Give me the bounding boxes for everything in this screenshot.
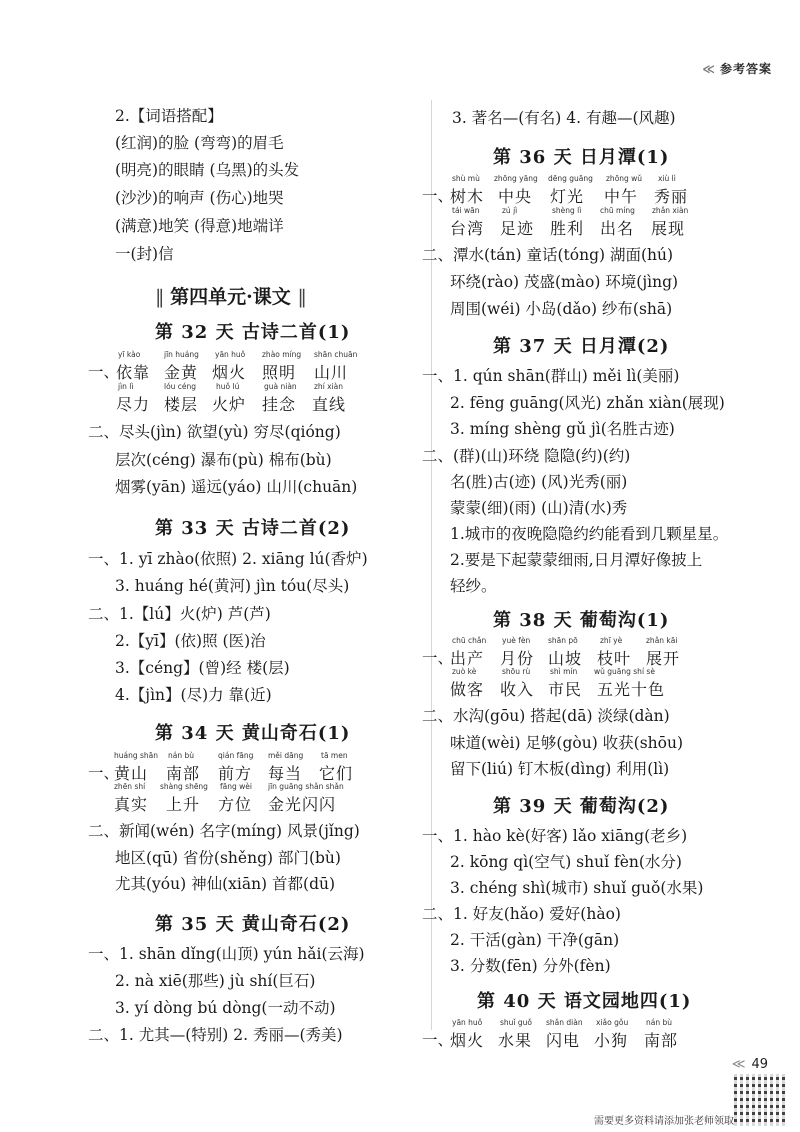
page-number-arrows: ≪ xyxy=(731,1057,746,1072)
word: 直线 xyxy=(312,395,347,414)
pinyin: xiù lì xyxy=(658,174,676,183)
word: 树木 xyxy=(450,187,485,206)
pinyin: chū chǎn xyxy=(452,636,487,645)
pinyin: nán bù xyxy=(168,751,195,760)
pinyin: jīn guāng shǎn shǎn xyxy=(268,782,344,791)
word: 黄山 xyxy=(114,764,149,783)
unit-title xyxy=(155,282,306,309)
day-32-line-5: 烟雾(yān) 遥远(yáo) 山川(chuān) xyxy=(115,478,358,496)
pinyin: tā men xyxy=(321,751,348,760)
pinyin: dēng guāng xyxy=(548,174,593,183)
page-header xyxy=(702,60,772,77)
day-37-line-3: 3. míng shèng gǔ jì(名胜古迹) xyxy=(450,420,675,438)
pinyin: shān chuān xyxy=(314,350,358,359)
qr-code-pattern xyxy=(734,1074,786,1126)
page-number xyxy=(732,1057,768,1072)
left-line-5: (满意)地笑 (得意)地端详 xyxy=(115,217,284,235)
word: 南部 xyxy=(166,764,201,783)
day-32-part-one-label: 一、 xyxy=(88,363,120,381)
page-number-value: 49 xyxy=(751,1057,768,1072)
pinyin: huǒ lú xyxy=(216,382,240,391)
word: 水果 xyxy=(498,1031,533,1050)
word: 市民 xyxy=(548,680,583,699)
pinyin: jīn huáng xyxy=(164,350,199,359)
pinyin: yān huǒ xyxy=(452,1018,483,1027)
word: 烟火 xyxy=(212,363,247,382)
day-33-line-5: 3.【céng】(曾)经 楼(层) xyxy=(115,659,290,677)
day-35-line-1: 一、1. shān dǐng(山顶) yún hǎi(云海) xyxy=(88,945,365,963)
day-35-line-4: 二、1. 尤其—(特别) 2. 秀丽—(秀美) xyxy=(88,1026,343,1044)
day-39-line-2: 2. kōng qì(空气) shuǐ fèn(水分) xyxy=(450,853,682,871)
pinyin: zhōng wǔ xyxy=(606,174,643,183)
day-39-heading: 第 39 天 葡萄沟(2) xyxy=(493,796,670,817)
day-33-line-3: 二、1.【lú】火(炉) 芦(芦) xyxy=(88,605,271,623)
word: 尽力 xyxy=(116,395,151,414)
day-36-line-5: 周围(wéi) 小岛(dǎo) 纱布(shā) xyxy=(450,300,673,318)
pinyin: zhǎn xiàn xyxy=(652,206,689,215)
unit-title-text: 第四单元·课文 xyxy=(170,286,291,308)
day-34-heading: 第 34 天 黄山奇石(1) xyxy=(155,723,351,744)
pinyin: lóu céng xyxy=(164,382,197,391)
right-line-1: 3. 著名—(有名) 4. 有趣—(风趣) xyxy=(452,109,676,127)
pinyin: jìn lì xyxy=(118,382,134,391)
pinyin: wǔ guāng shí sè xyxy=(594,667,655,676)
word: 金黄 xyxy=(164,363,199,382)
word: 胜利 xyxy=(550,219,585,238)
day-40-heading: 第 40 天 语文园地四(1) xyxy=(477,991,692,1012)
word: 照明 xyxy=(262,363,297,382)
pinyin: huáng shān xyxy=(114,751,159,760)
header-arrows: ≪ xyxy=(702,62,716,76)
word: 火炉 xyxy=(212,395,247,414)
column-divider xyxy=(431,100,432,1030)
left-line-4: (沙沙)的响声 (伤心)地哭 xyxy=(115,189,284,207)
word: 展开 xyxy=(646,649,681,668)
day-36-line-3: 二、潭水(tán) 童话(tóng) 湖面(hú) xyxy=(422,246,674,264)
pinyin: shōu rù xyxy=(502,667,531,676)
day-37-line-2: 2. fēng guāng(风光) zhǎn xiàn(展现) xyxy=(450,394,725,412)
pinyin: yuè fèn xyxy=(502,636,531,645)
day-39-line-5: 2. 干活(gàn) 干净(gān) xyxy=(450,931,620,949)
word: 闪电 xyxy=(546,1031,581,1050)
day-34-line-5: 尤其(yóu) 神仙(xiān) 首都(dū) xyxy=(115,875,336,893)
day-36-line-4: 环绕(rào) 茂盛(mào) 环境(jìng) xyxy=(450,273,679,291)
unit-bar-left: ‖ xyxy=(155,286,164,308)
pinyin: shǎn diàn xyxy=(546,1018,583,1027)
word: 每当 xyxy=(268,764,303,783)
day-38-line-3: 二、水沟(gōu) 搭起(dā) 淡绿(dàn) xyxy=(422,707,670,725)
word: 中央 xyxy=(498,187,533,206)
pinyin: shèng lì xyxy=(552,206,582,215)
day-37-line-9: 轻纱。 xyxy=(450,577,497,595)
pinyin: zhōng yāng xyxy=(494,174,538,183)
pinyin: zhī yè xyxy=(600,636,623,645)
pinyin: zuò kè xyxy=(452,667,477,676)
day-38-line-4: 味道(wèi) 足够(gòu) 收获(shōu) xyxy=(450,734,684,752)
word: 五光十色 xyxy=(597,680,666,699)
word: 展现 xyxy=(651,219,686,238)
pinyin: nán bù xyxy=(646,1018,673,1027)
pinyin: shuǐ guǒ xyxy=(500,1018,532,1027)
word: 出名 xyxy=(600,219,635,238)
word: 它们 xyxy=(319,764,354,783)
unit-bar-right: ‖ xyxy=(297,286,306,308)
day-35-line-3: 3. yí dòng bú dòng(一动不动) xyxy=(115,999,336,1017)
day-38-line-5: 留下(liú) 钉木板(dìng) 利用(lì) xyxy=(450,760,670,778)
pinyin: yān huǒ xyxy=(215,350,246,359)
day-36-part-one-label: 一、 xyxy=(422,187,454,205)
word: 挂念 xyxy=(262,395,297,414)
word: 依靠 xyxy=(116,363,151,382)
day-33-line-6: 4.【jìn】(尽)力 靠(近) xyxy=(115,686,272,704)
left-line-1: 2.【词语搭配】 xyxy=(115,107,223,125)
day-32-line-3: 二、尽头(jìn) 欲望(yù) 穷尽(qióng) xyxy=(88,423,341,441)
day-39-line-1: 一、1. hào kè(好客) lǎo xiāng(老乡) xyxy=(422,827,688,845)
word: 台湾 xyxy=(450,219,485,238)
word: 烟火 xyxy=(450,1031,485,1050)
day-34-part-one-label: 一、 xyxy=(88,764,120,782)
pinyin: fāng wèi xyxy=(220,782,252,791)
left-line-6: 一(封)信 xyxy=(115,245,174,263)
pinyin: xiǎo gǒu xyxy=(596,1018,629,1027)
word: 收入 xyxy=(500,680,535,699)
pinyin: zú jì xyxy=(502,206,518,215)
word: 山川 xyxy=(314,363,349,382)
pinyin: chū míng xyxy=(600,206,635,215)
word: 金光闪闪 xyxy=(268,795,337,814)
pinyin: zhǎn kāi xyxy=(646,636,678,645)
day-37-line-1: 一、1. qún shān(群山) měi lì(美丽) xyxy=(422,367,680,385)
day-37-line-5: 名(胜)古(迹) (风)光秀(丽) xyxy=(450,473,628,491)
word: 做客 xyxy=(450,680,485,699)
day-37-line-6: 蒙蒙(细)(雨) (山)清(水)秀 xyxy=(450,499,628,517)
word: 前方 xyxy=(218,764,253,783)
day-33-line-4: 2.【yī】(依)照 (医)治 xyxy=(115,632,266,650)
pinyin: tái wān xyxy=(452,206,480,215)
day-33-heading: 第 33 天 古诗二首(2) xyxy=(155,518,351,539)
word: 方位 xyxy=(218,795,253,814)
day-33-line-2: 3. huáng hé(黄河) jìn tóu(尽头) xyxy=(115,577,350,595)
word: 楼层 xyxy=(164,395,199,414)
word: 上升 xyxy=(166,795,201,814)
pinyin: zhào míng xyxy=(262,350,302,359)
day-38-heading: 第 38 天 葡萄沟(1) xyxy=(493,610,670,631)
pinyin: shù mù xyxy=(452,174,480,183)
day-32-heading: 第 32 天 古诗二首(1) xyxy=(155,322,351,343)
day-35-heading: 第 35 天 黄山奇石(2) xyxy=(155,914,351,935)
word: 出产 xyxy=(450,649,485,668)
word: 中午 xyxy=(604,187,639,206)
left-line-3: (明亮)的眼睛 (乌黑)的头发 xyxy=(115,161,300,179)
pinyin: zhí xiàn xyxy=(314,382,344,391)
word: 枝叶 xyxy=(597,649,632,668)
day-39-line-4: 二、1. 好友(hǎo) 爱好(hào) xyxy=(422,905,621,923)
pinyin: qián fāng xyxy=(218,751,254,760)
word: 真实 xyxy=(114,795,149,814)
word: 小狗 xyxy=(594,1031,629,1050)
day-37-line-8: 2.要是下起蒙蒙细雨,日月潭好像披上 xyxy=(450,551,703,569)
footer-note: 需要更多资料请添加张老师领取 xyxy=(594,1116,734,1127)
pinyin: shì mín xyxy=(550,667,578,676)
header-title: 参考答案 xyxy=(719,62,772,76)
day-36-heading: 第 36 天 日月潭(1) xyxy=(493,147,670,168)
day-33-line-1: 一、1. yī zhào(依照) 2. xiāng lú(香炉) xyxy=(88,550,368,568)
word: 月份 xyxy=(500,649,535,668)
word: 灯光 xyxy=(550,187,585,206)
left-line-2: (红润)的脸 (弯弯)的眉毛 xyxy=(115,134,284,152)
pinyin: shàng shēng xyxy=(160,782,208,791)
pinyin: guà niàn xyxy=(264,382,297,391)
word: 南部 xyxy=(644,1031,679,1050)
day-39-line-6: 3. 分数(fēn) 分外(fèn) xyxy=(450,957,611,975)
day-37-line-4: 二、(群)(山)环绕 隐隐(约)(约) xyxy=(422,447,631,465)
pinyin: yī kào xyxy=(118,350,141,359)
day-39-line-3: 3. chéng shì(城市) shuǐ guǒ(水果) xyxy=(450,879,704,897)
day-37-heading: 第 37 天 日月潭(2) xyxy=(493,336,670,357)
day-40-part-one-label: 一、 xyxy=(422,1031,454,1049)
day-34-line-3: 二、新闻(wén) 名字(míng) 风景(jǐng) xyxy=(88,822,360,840)
pinyin: měi dāng xyxy=(268,751,304,760)
word: 秀丽 xyxy=(654,187,689,206)
word: 足迹 xyxy=(500,219,535,238)
day-37-line-7: 1.城市的夜晚隐隐约约能看到几颗星星。 xyxy=(450,525,729,543)
pinyin: shān pō xyxy=(548,636,578,645)
day-32-line-4: 层次(céng) 瀑布(pù) 棉布(bù) xyxy=(115,451,332,469)
day-38-part-one-label: 一、 xyxy=(422,649,454,667)
day-34-line-4: 地区(qū) 省份(shěng) 部门(bù) xyxy=(115,849,341,867)
pinyin: zhēn shí xyxy=(114,782,146,791)
day-35-line-2: 2. nà xiē(那些) jù shí(巨石) xyxy=(115,972,316,990)
word: 山坡 xyxy=(548,649,583,668)
